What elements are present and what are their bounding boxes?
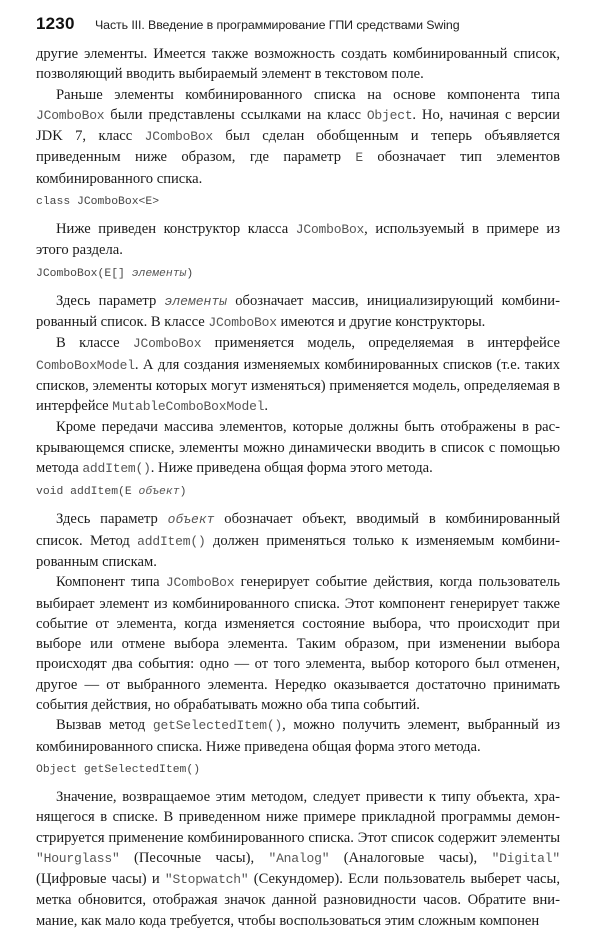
code-param: объект — [138, 486, 180, 499]
code-text: JComboBox(E[] — [36, 267, 132, 280]
inline-code: JComboBox — [165, 575, 235, 591]
code-text: ) — [179, 486, 187, 499]
paragraph-text: генерирует событие действия, когда пользователь выбирает элемент из комбинированного списка. Этот компонент генерирует также событие от элемента, когда изменяется состояние выбора, что происходит при выборе или отмене выбора элемента. Таким образом, при изменении выбора происходят два события: одно — от того элемента, выбор которого был отменен, другое — от выбранного элемента. Нередко оказывается достаточно принимать события действия, но обрабатывать можно оба типа событий. — [36, 574, 560, 714]
paragraph-constructor-intro — [36, 219, 560, 261]
inline-code: E — [355, 150, 363, 166]
paragraph-elements-param — [36, 291, 560, 334]
paragraph-text: (Аналоговые часы), — [329, 849, 492, 866]
paragraph-model — [36, 333, 560, 417]
paragraph-text: должен применяться только к изменяемым комбинированным спискам. — [36, 532, 560, 570]
paragraph-events — [36, 572, 560, 715]
paragraph-text: . А для создания изменяемых комбинированных списков (т.е. таких списков, элементы которых могут изменяться) применяется модель, определяемая в интерфейсе — [36, 356, 560, 415]
paragraph-text: В классе — [56, 335, 133, 352]
paragraph-text: , можно получить элемент, выбранный из комбинированного списка. Ниже приведена общая форма этого метода. — [36, 717, 560, 755]
inline-code: JComboBox — [208, 314, 277, 330]
paragraph-text: . Ниже приведена общая форма этого метода. — [150, 460, 433, 477]
paragraph-text: другие элементы. Имеется также возможность создать комбинированный список, позволяющий вводить выбираемый элемент в текстовом поле. — [36, 46, 560, 83]
inline-code: JComboBox — [132, 336, 202, 352]
paragraph-text: обозначает тип элементов комбинированного списка. — [36, 149, 560, 187]
inline-code: "Analog" — [268, 850, 330, 866]
paragraph-text: . — [264, 398, 268, 415]
paragraph-example-description — [36, 787, 560, 931]
code-constructor-signature — [36, 264, 560, 284]
paragraph-text: Ниже приведен конструктор класса — [56, 221, 296, 238]
paragraph-text: обозначает массив, инициализирующий комбинированный список. В классе — [36, 292, 560, 330]
inline-code: JComboBox — [144, 129, 214, 145]
running-title: Часть III. Введение в программирование ГПИ средствами Swing — [95, 18, 460, 32]
paragraph-text: Компонент типа — [56, 574, 166, 591]
code-text: void addItem(E — [36, 486, 139, 499]
paragraph-text: Значение, возвращаемое этим методом, следует привести к типу объекта, хранящегося в списке. В приведенном ниже примере прикладной программы демонстрируется применение комбинированного списка. Этот список содержит элементы — [36, 788, 560, 846]
code-class-declaration: class JComboBox<E> — [36, 196, 160, 209]
paragraph-text: , используемый в примере из этого раздела. — [36, 221, 560, 259]
paragraph-jcombobox-history — [36, 85, 560, 189]
book-page — [36, 14, 560, 931]
inline-code: ComboBoxModel — [36, 357, 135, 373]
paragraph-text: (Цифровые часы) и — [36, 871, 165, 888]
paragraph-text: применяется модель, определяемая в интерфейсе — [201, 335, 560, 352]
paragraph-text: Раньше элементы комбинированного списка на основе компонента типа — [56, 86, 560, 103]
inline-code: JComboBox — [36, 107, 105, 123]
code-text: ) — [186, 267, 194, 280]
paragraph-additem-intro — [36, 417, 560, 479]
page-number: 1230 — [36, 14, 75, 33]
paragraph-text: Здесь параметр — [56, 292, 165, 309]
inline-code: MutableComboBoxModel — [112, 399, 265, 415]
paragraph-text: (Секундомер). Если пользователь выберет часы, метка обновится, отображая значок данной разновидности часов. Обратите внимание, как мало кода требуется, чтобы воспользоваться этим сложным компонен — [36, 871, 560, 929]
inline-code: addItem() — [137, 533, 206, 549]
code-param: элементы — [131, 267, 187, 280]
paragraph-text: (Песочные часы), — [119, 849, 269, 866]
paragraph-object-param — [36, 509, 560, 572]
inline-code: "Stopwatch" — [164, 872, 249, 888]
paragraph-text: . Но, начиная с версии JDK 7, класс — [36, 106, 560, 145]
paragraph-text: были представлены ссылками на класс — [104, 106, 367, 123]
paragraph-getselecteditem-intro — [36, 715, 560, 757]
inline-code: "Digital" — [491, 850, 560, 866]
inline-code: Object — [366, 107, 413, 123]
paragraph-text: был сделан обобщенным и теперь объявляется приведенным ниже образом, где параметр — [36, 128, 560, 166]
running-head — [36, 14, 560, 38]
paragraph-text: имеются и другие конструкторы. — [276, 313, 486, 330]
paragraph-text: Здесь параметр — [56, 511, 168, 528]
paragraph-text: Вызвав метод — [56, 717, 153, 734]
code-additem-signature — [36, 482, 560, 502]
inline-code-param: объект — [167, 512, 215, 528]
inline-code: addItem() — [82, 461, 151, 477]
code-getselecteditem-signature: Object getSelectedItem() — [36, 763, 201, 776]
paragraph-text: обозначает объект, вводимый в комбинированный список. Метод — [36, 511, 560, 549]
paragraph-continuation — [36, 44, 560, 85]
paragraph-text: Кроме передачи массива элементов, которые должны быть отображены в раскрывающемся списке, элементы можно динамически вводить в список с помощью метода — [36, 419, 560, 477]
body-text — [36, 44, 560, 931]
inline-code: "Hourglass" — [36, 850, 120, 866]
inline-code-param: элементы — [164, 293, 227, 309]
inline-code: JComboBox — [295, 222, 365, 238]
inline-code: getSelectedItem() — [152, 718, 283, 734]
